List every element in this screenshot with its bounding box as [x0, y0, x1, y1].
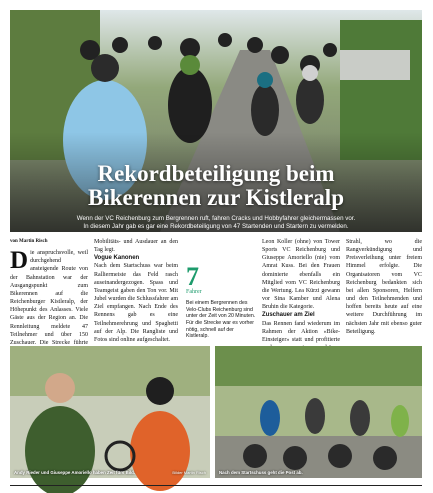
subtitle: [10, 215, 422, 231]
bottom-rule: [10, 485, 422, 486]
photo-left-caption: Andy Rieder und Giuseppe Amoriello haben Zeit fürs Bild.: [14, 470, 136, 475]
column-3-body: Das Rennen fand wiederum im Rahmen der Aktion «Bike-Einsteiger» statt und profitierte: [262, 320, 340, 343]
headline: [10, 162, 422, 210]
column-2-subhead: Vogue Kanonen: [94, 255, 140, 262]
photo-left: [10, 346, 210, 478]
factbox-number: 7: [186, 262, 199, 291]
photo-right: [215, 346, 422, 478]
headline-line-2: Bikerennen zur Kistleralp: [88, 185, 344, 210]
subtitle-line-1: Wenn der VC Reichenburg zum Bergrennen ruft, fahren Cracks und Hobbyfahrer gleichermassen vor.: [76, 215, 356, 222]
column-3-text: Leon Koller (ohne) von Tower Sports VC Reichenburg und Giuseppe Amoriello (nie) vom Amrat Kuss. Bei den Frauen dominierte ebenfalls ein Mitglied vom VC Reichenburg die Wertung. Lea Kürzi gewann vor Sina Kamber und Alena Bruhin die Kategorie.: [262, 239, 340, 311]
photo-right-caption: Nach dem Startschuss geht die Post ab.: [219, 470, 303, 475]
column-2-text: Nach dem Startschuss war beim Ralliermeiste das Feld rasch auseinandergezogen. Spass und Teamgeist gaben den Ton vor. Mit Jubel wurden die Schlussfahrer am Ziel empfangen. Nach Ende des Rennens gab es eine Teilnehmerehrung und Spaghetti auf der Alp. Die Rangliste und Fotos sind online aufgeschaltet.: [94, 263, 178, 343]
hero-photo: [10, 10, 422, 232]
column-4-text: Strahl, wo die Rangverkündigung und Preisverleihung unter freiem Himmel erfolgte. Die Organisatoren vom VC Reichenburg bedankten sich bei allen Sponsoren, Helfern und den Teilnehmenden und hoffen bereits heute auf eine weitere Durchführung im nächsten Jahr mit ebenso guter Beteiligung.: [346, 239, 422, 335]
photo-left-credit: Bilder Martin Risch: [172, 470, 206, 475]
article-body: [10, 238, 422, 344]
headline-line-1: Rekordbeteiligung beim: [97, 161, 335, 186]
column-2-intro: Mobilitäts- und Ausdauer an den Tag legt.: [94, 239, 178, 254]
factbox: [186, 262, 258, 340]
factbox-label: Fahrer: [186, 289, 202, 295]
column-1-text: ie anspruchsvolle, weil durchgehend ansteigende Route von der Bahnstation war der Ausgangspunkt zum Bikerennen auf die Reichenburger Kistleralp, der Höhepunkt des Anlasses. Viele Gäste aus der Region an. Die Rennleitung meldete 47 Teilnehmer und über 150 Zuschauer. Die Strecke führte: [10, 250, 88, 346]
byline: von Martin Risch: [10, 239, 48, 244]
column-3: [262, 238, 340, 344]
race-start-illustration: [215, 346, 422, 478]
factbox-text: Bei einem Bergrennen des Velo-Clubs Reichenburg sind unter der Zeit von 20 Minuten. Für die Strecke war es vorher nötig, schnell auf der Kistleralp.: [186, 300, 256, 340]
subtitle-line-2: In diesem Jahr gab es gar eine Rekordbeteiligung von 47 Startenden und Startern zu vermelden.: [83, 223, 349, 230]
dropcap: D: [10, 247, 29, 275]
riders-portrait-illustration: [10, 346, 210, 478]
column-1: [10, 238, 88, 344]
column-4: [346, 238, 422, 344]
column-3-subhead: Zuschauer am Ziel: [262, 312, 315, 319]
column-2: [94, 238, 178, 344]
